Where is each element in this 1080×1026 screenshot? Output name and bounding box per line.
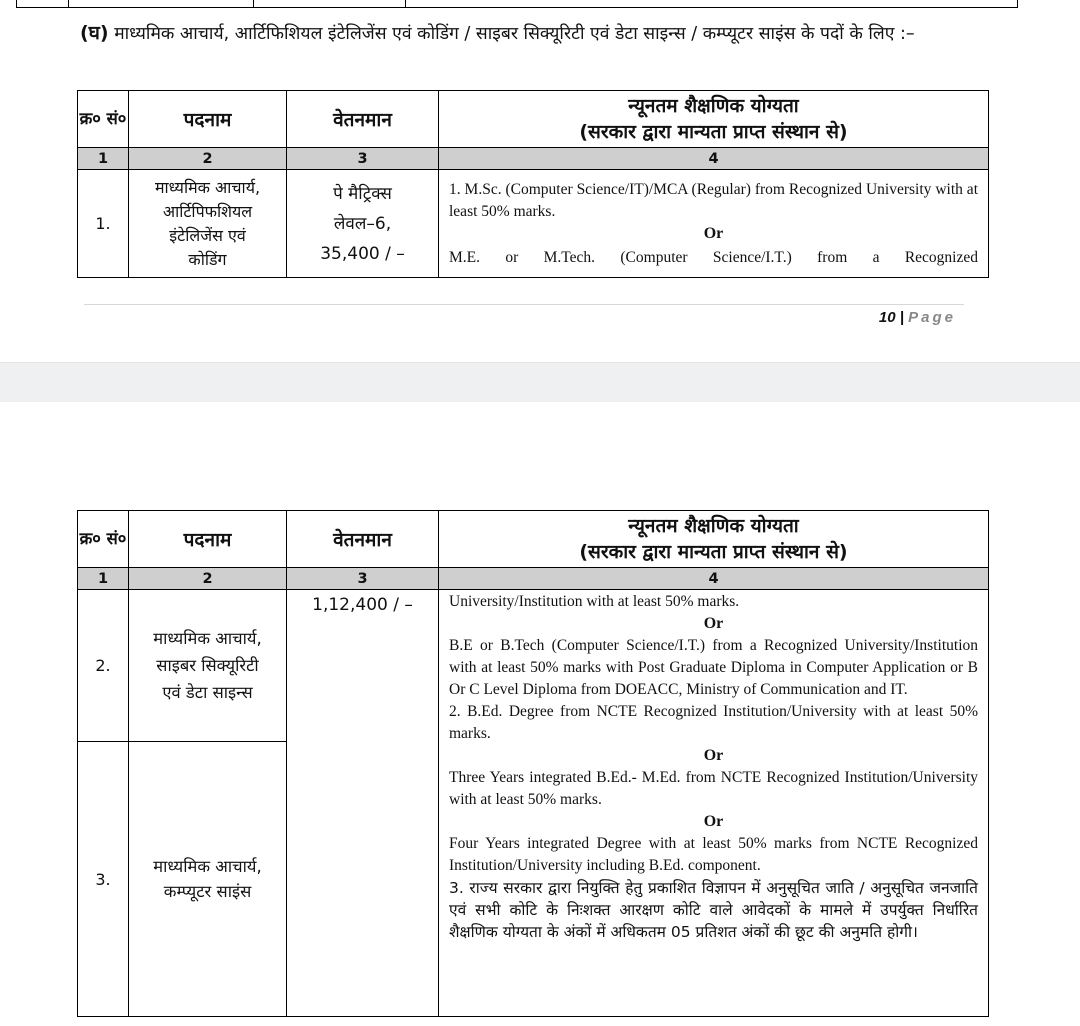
row2-serial: 2.: [78, 590, 129, 742]
table-header-row: [78, 91, 989, 148]
table-row: [78, 590, 989, 742]
previous-table-edge: [0, 0, 1080, 10]
document-page-10: [0, 0, 1080, 362]
qualification-relaxation: 3. राज्य सरकार द्वारा नियुक्ति हेतु प्रकाशित विज्ञापन में अनुसूचित जाति / अनुसूचित जनजाति एवं सभी कोटि के निःशक्त आरक्षण कोटि वाले आवेदकों के मामले में उपर्युक्त निर्धारित शैक्षणिक योग्यता के अंकों में अधिकतम 05 प्रतिशत अंकों की छूट की अनुमति होगी।: [449, 879, 978, 941]
header-post: पदनाम: [129, 511, 287, 568]
header-qualification-line1: न्यूनतम शैक्षणिक योग्यता: [628, 95, 799, 117]
document-page-11: [0, 402, 1080, 1026]
table-header-row: [78, 511, 989, 568]
row-qualification: [439, 170, 989, 278]
col-number-2: 2: [129, 148, 287, 170]
section-letter: (घ): [80, 22, 109, 44]
row-pay: पे मैट्रिक्स लेवल–6, 35,400 / –: [287, 170, 439, 278]
column-number-row: [78, 148, 989, 170]
page-gap: [0, 362, 1080, 404]
col-number-1: 1: [78, 148, 129, 170]
qualification-b: B.E or B.Tech (Computer Science/I.T.) from a Recognized University/Institution with at least 50% marks with Post Graduate Diploma in Computer Application or B Or C Level Diploma from DOEACC, Ministry of Communication and IT.: [449, 637, 978, 698]
header-qualification-line2: (सरकार द्वारा मान्यता प्राप्त संस्थान से): [579, 121, 848, 143]
qualification-d: Three Years integrated B.Ed.- M.Ed. from NCTE Recognized Institution/University with at least 50% marks.: [449, 769, 978, 808]
row-serial: 1.: [78, 170, 129, 278]
qualification-1: 1. M.Sc. (Computer Science/IT)/MCA (Regular) from Recognized University with at least 50% marks.: [449, 180, 978, 220]
row-post: माध्यमिक आचार्य, आर्टिपिफशियल इंटेलिजेंस एवं कोडिंग: [129, 170, 287, 278]
qualification-table-1: [77, 90, 989, 278]
header-post: पदनाम: [129, 91, 287, 148]
footer-divider: [84, 304, 964, 305]
col-number-3: 3: [287, 148, 439, 170]
row3-serial: 3.: [78, 742, 129, 1017]
row2-post: माध्यमिक आचार्य, साइबर सिक्यूरिटी एवं डेटा साइन्स: [129, 590, 287, 742]
header-serial: क्र० सं०: [78, 91, 129, 148]
or-label: Or: [703, 813, 724, 830]
col-number-4: 4: [439, 148, 989, 170]
header-pay: वेतनमान: [287, 91, 439, 148]
qualification-c: 2. B.Ed. Degree from NCTE Recognized Institution/University with at least 50% marks.: [449, 703, 978, 742]
header-serial: क्र० सं०: [78, 511, 129, 568]
row3-post: माध्यमिक आचार्य, कम्प्यूटर साइंस: [129, 742, 287, 1017]
page-number: 10 | Page: [878, 309, 956, 326]
or-label: Or: [703, 747, 724, 764]
qualification-table-2: [77, 510, 989, 1017]
header-qualification: [439, 91, 989, 148]
qualification-2: M.E. or M.Tech. (Computer Science/I.T.) from a Recognized: [449, 248, 978, 266]
table-row: [78, 170, 989, 278]
or-label: Or: [703, 224, 724, 242]
row-qualification-continued: [439, 590, 989, 1017]
header-pay: वेतनमान: [287, 511, 439, 568]
qualification-e: Four Years integrated Degree with at least 50% marks from NCTE Recognized Institution/University including B.Ed. component.: [449, 835, 978, 874]
column-number-row: 1 2 3 4: [78, 568, 989, 590]
section-title: माध्यमिक आचार्य, आर्टिफिशियल इंटेलिजेंस एवं कोडिंग / साइबर सिक्यूरिटी एवं डेटा साइन्स / कम्प्यूटर साइंस के पदों के लिए :–: [114, 24, 915, 44]
or-label: Or: [703, 615, 724, 632]
section-heading: [80, 18, 980, 50]
header-qualification: न्यूनतम शैक्षणिक योग्यता (सरकार द्वारा मान्यता प्राप्त संस्थान से): [439, 511, 989, 568]
qualification-a: University/Institution with at least 50% marks.: [449, 593, 740, 610]
row-pay-continued: 1,12,400 / –: [287, 590, 439, 1017]
